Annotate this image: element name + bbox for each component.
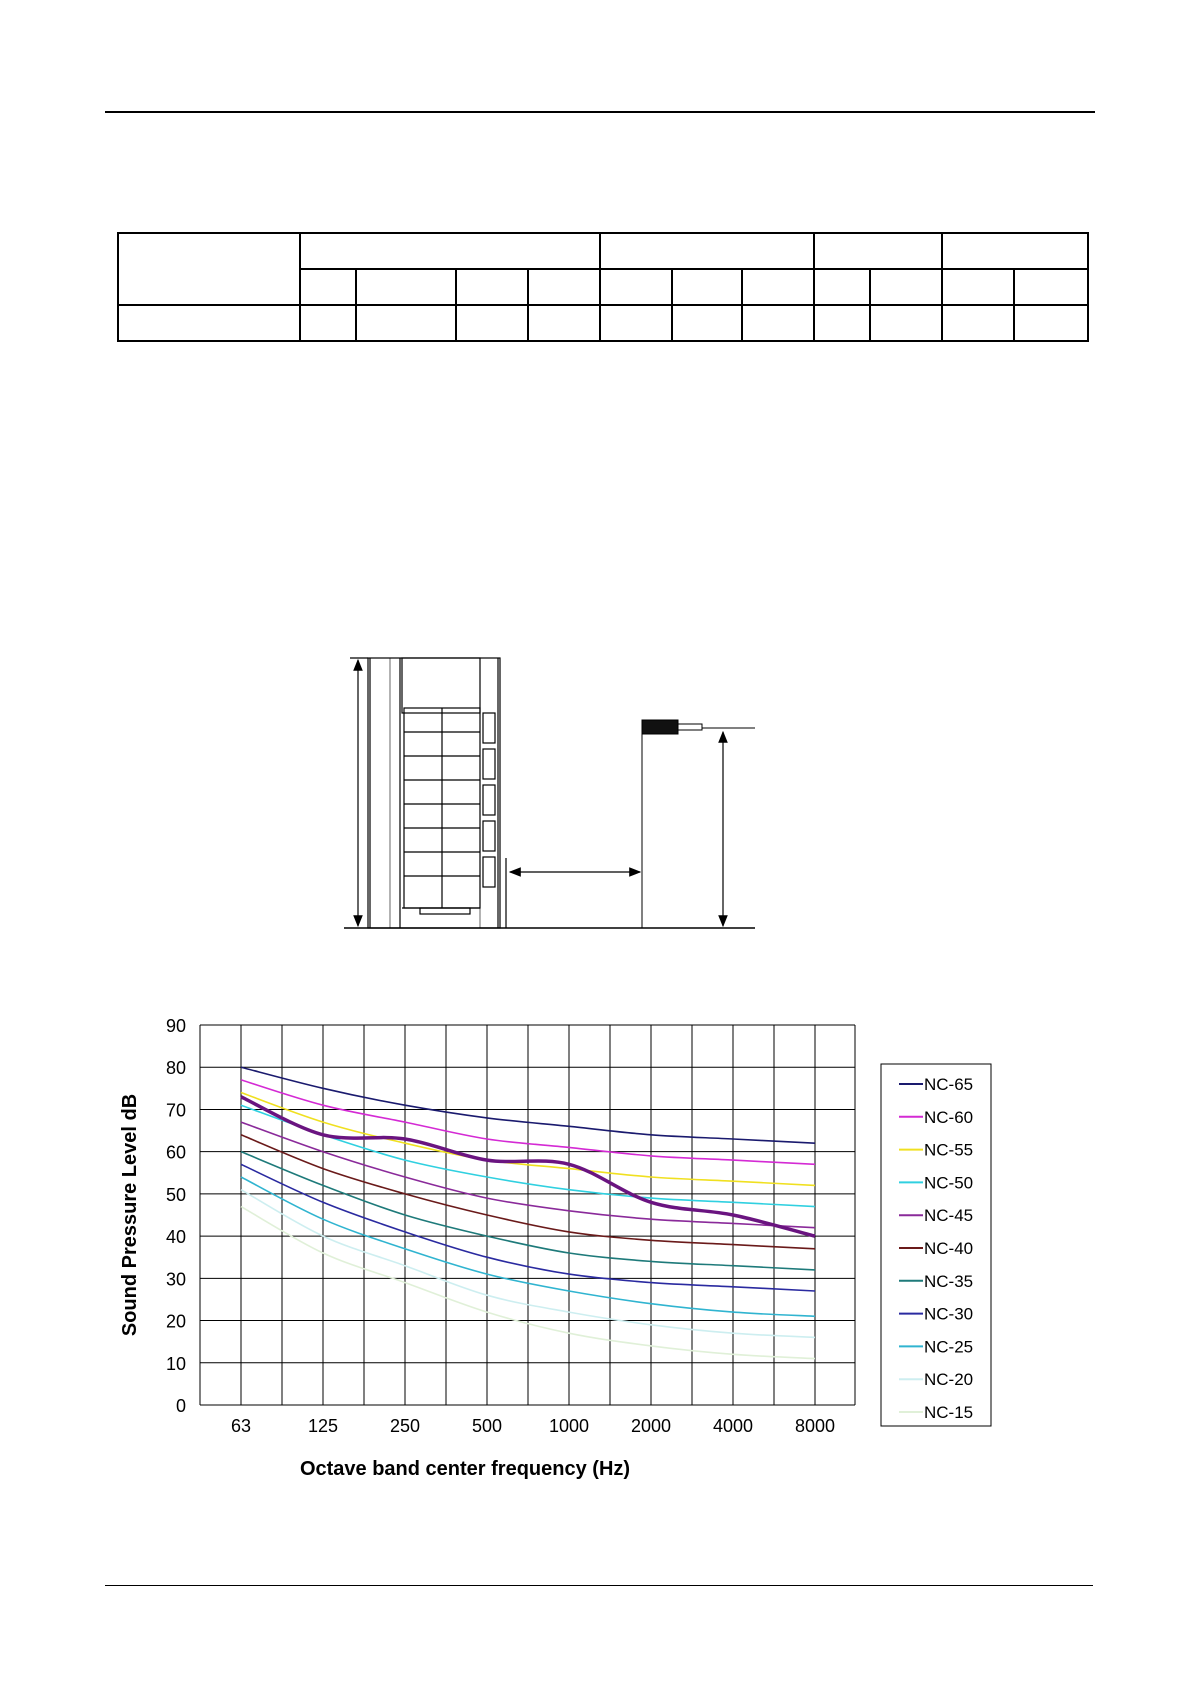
legend bbox=[881, 1064, 991, 1426]
table-header-cell bbox=[118, 233, 300, 305]
legend-label: NC-35 bbox=[924, 1271, 974, 1291]
table-subheader-cell bbox=[870, 269, 942, 305]
table-subheader-cell bbox=[456, 269, 528, 305]
x-tick-label: 125 bbox=[307, 1416, 339, 1436]
y-tick-label: 0 bbox=[175, 1396, 186, 1416]
spec-table bbox=[117, 232, 1089, 342]
table-cell bbox=[528, 305, 600, 341]
table-cell bbox=[1014, 305, 1088, 341]
table-cell bbox=[600, 305, 672, 341]
y-tick-label: 40 bbox=[165, 1227, 186, 1248]
x-tick-label: 1000 bbox=[548, 1416, 590, 1436]
legend-label: NC-55 bbox=[924, 1140, 974, 1160]
x-tick-label: 4000 bbox=[712, 1416, 754, 1436]
x-tick-labels bbox=[231, 1416, 835, 1436]
table-subheader-cell bbox=[672, 269, 742, 305]
x-tick-label: 63 bbox=[230, 1416, 252, 1436]
x-tick-label: 250 bbox=[389, 1416, 421, 1436]
table-subheader-cell bbox=[1014, 269, 1088, 305]
table-subheader-cell bbox=[528, 269, 600, 305]
legend-label: NC-45 bbox=[924, 1206, 974, 1226]
legend-label: NC-25 bbox=[924, 1337, 974, 1357]
table-subheader-cell bbox=[942, 269, 1014, 305]
legend-label: NC-65 bbox=[924, 1075, 974, 1094]
table-cell bbox=[456, 305, 528, 341]
legend-label: NC-30 bbox=[924, 1304, 974, 1324]
table-header-cell bbox=[814, 233, 942, 269]
microphone bbox=[642, 720, 755, 928]
y-tick-label: 90 bbox=[165, 1016, 186, 1036]
measurement-setup-diagram bbox=[330, 650, 790, 940]
table-cell bbox=[672, 305, 742, 341]
legend-label: NC-20 bbox=[924, 1370, 974, 1390]
x-tick-label: 2000 bbox=[630, 1416, 672, 1436]
y-tick-label: 50 bbox=[165, 1184, 186, 1205]
y-tick-label: 80 bbox=[165, 1058, 186, 1079]
table-cell bbox=[356, 305, 456, 341]
nc-curve-chart bbox=[110, 1010, 1010, 1490]
legend-label: NC-50 bbox=[924, 1173, 974, 1193]
table-subheader-cell bbox=[300, 269, 356, 305]
footer-rule bbox=[105, 1585, 1093, 1586]
table-subheader-cell bbox=[814, 269, 870, 305]
table-cell bbox=[300, 305, 356, 341]
table-header-cell bbox=[600, 233, 814, 269]
y-tick-label: 30 bbox=[165, 1269, 186, 1290]
table-cell bbox=[870, 305, 942, 341]
y-axis-label: Sound Pressure Level dB bbox=[119, 1093, 141, 1337]
x-tick-label: 500 bbox=[471, 1416, 503, 1436]
table-cell bbox=[942, 305, 1014, 341]
table-cell bbox=[118, 305, 300, 341]
table-header-cell bbox=[300, 233, 600, 269]
table-cell bbox=[814, 305, 870, 341]
x-tick-label: 8000 bbox=[794, 1416, 836, 1436]
y-tick-label: 20 bbox=[165, 1311, 186, 1332]
y-tick-label: 70 bbox=[165, 1100, 186, 1121]
y-tick-labels bbox=[166, 1016, 186, 1416]
table-header-cell bbox=[942, 233, 1088, 269]
table-subheader-cell bbox=[742, 269, 814, 305]
table-subheader-cell bbox=[600, 269, 672, 305]
table-cell bbox=[742, 305, 814, 341]
legend-label: NC-60 bbox=[924, 1107, 974, 1127]
legend-label: NC-15 bbox=[924, 1403, 974, 1422]
header-rule bbox=[105, 111, 1095, 113]
outdoor-unit bbox=[368, 658, 506, 928]
legend-label: NC-40 bbox=[924, 1239, 974, 1258]
y-tick-label: 60 bbox=[165, 1142, 186, 1163]
y-tick-label: 10 bbox=[165, 1353, 186, 1374]
height-dimension-arrow bbox=[350, 658, 368, 926]
x-axis-label: Octave band center frequency (Hz) bbox=[299, 1458, 631, 1480]
table-subheader-cell bbox=[356, 269, 456, 305]
